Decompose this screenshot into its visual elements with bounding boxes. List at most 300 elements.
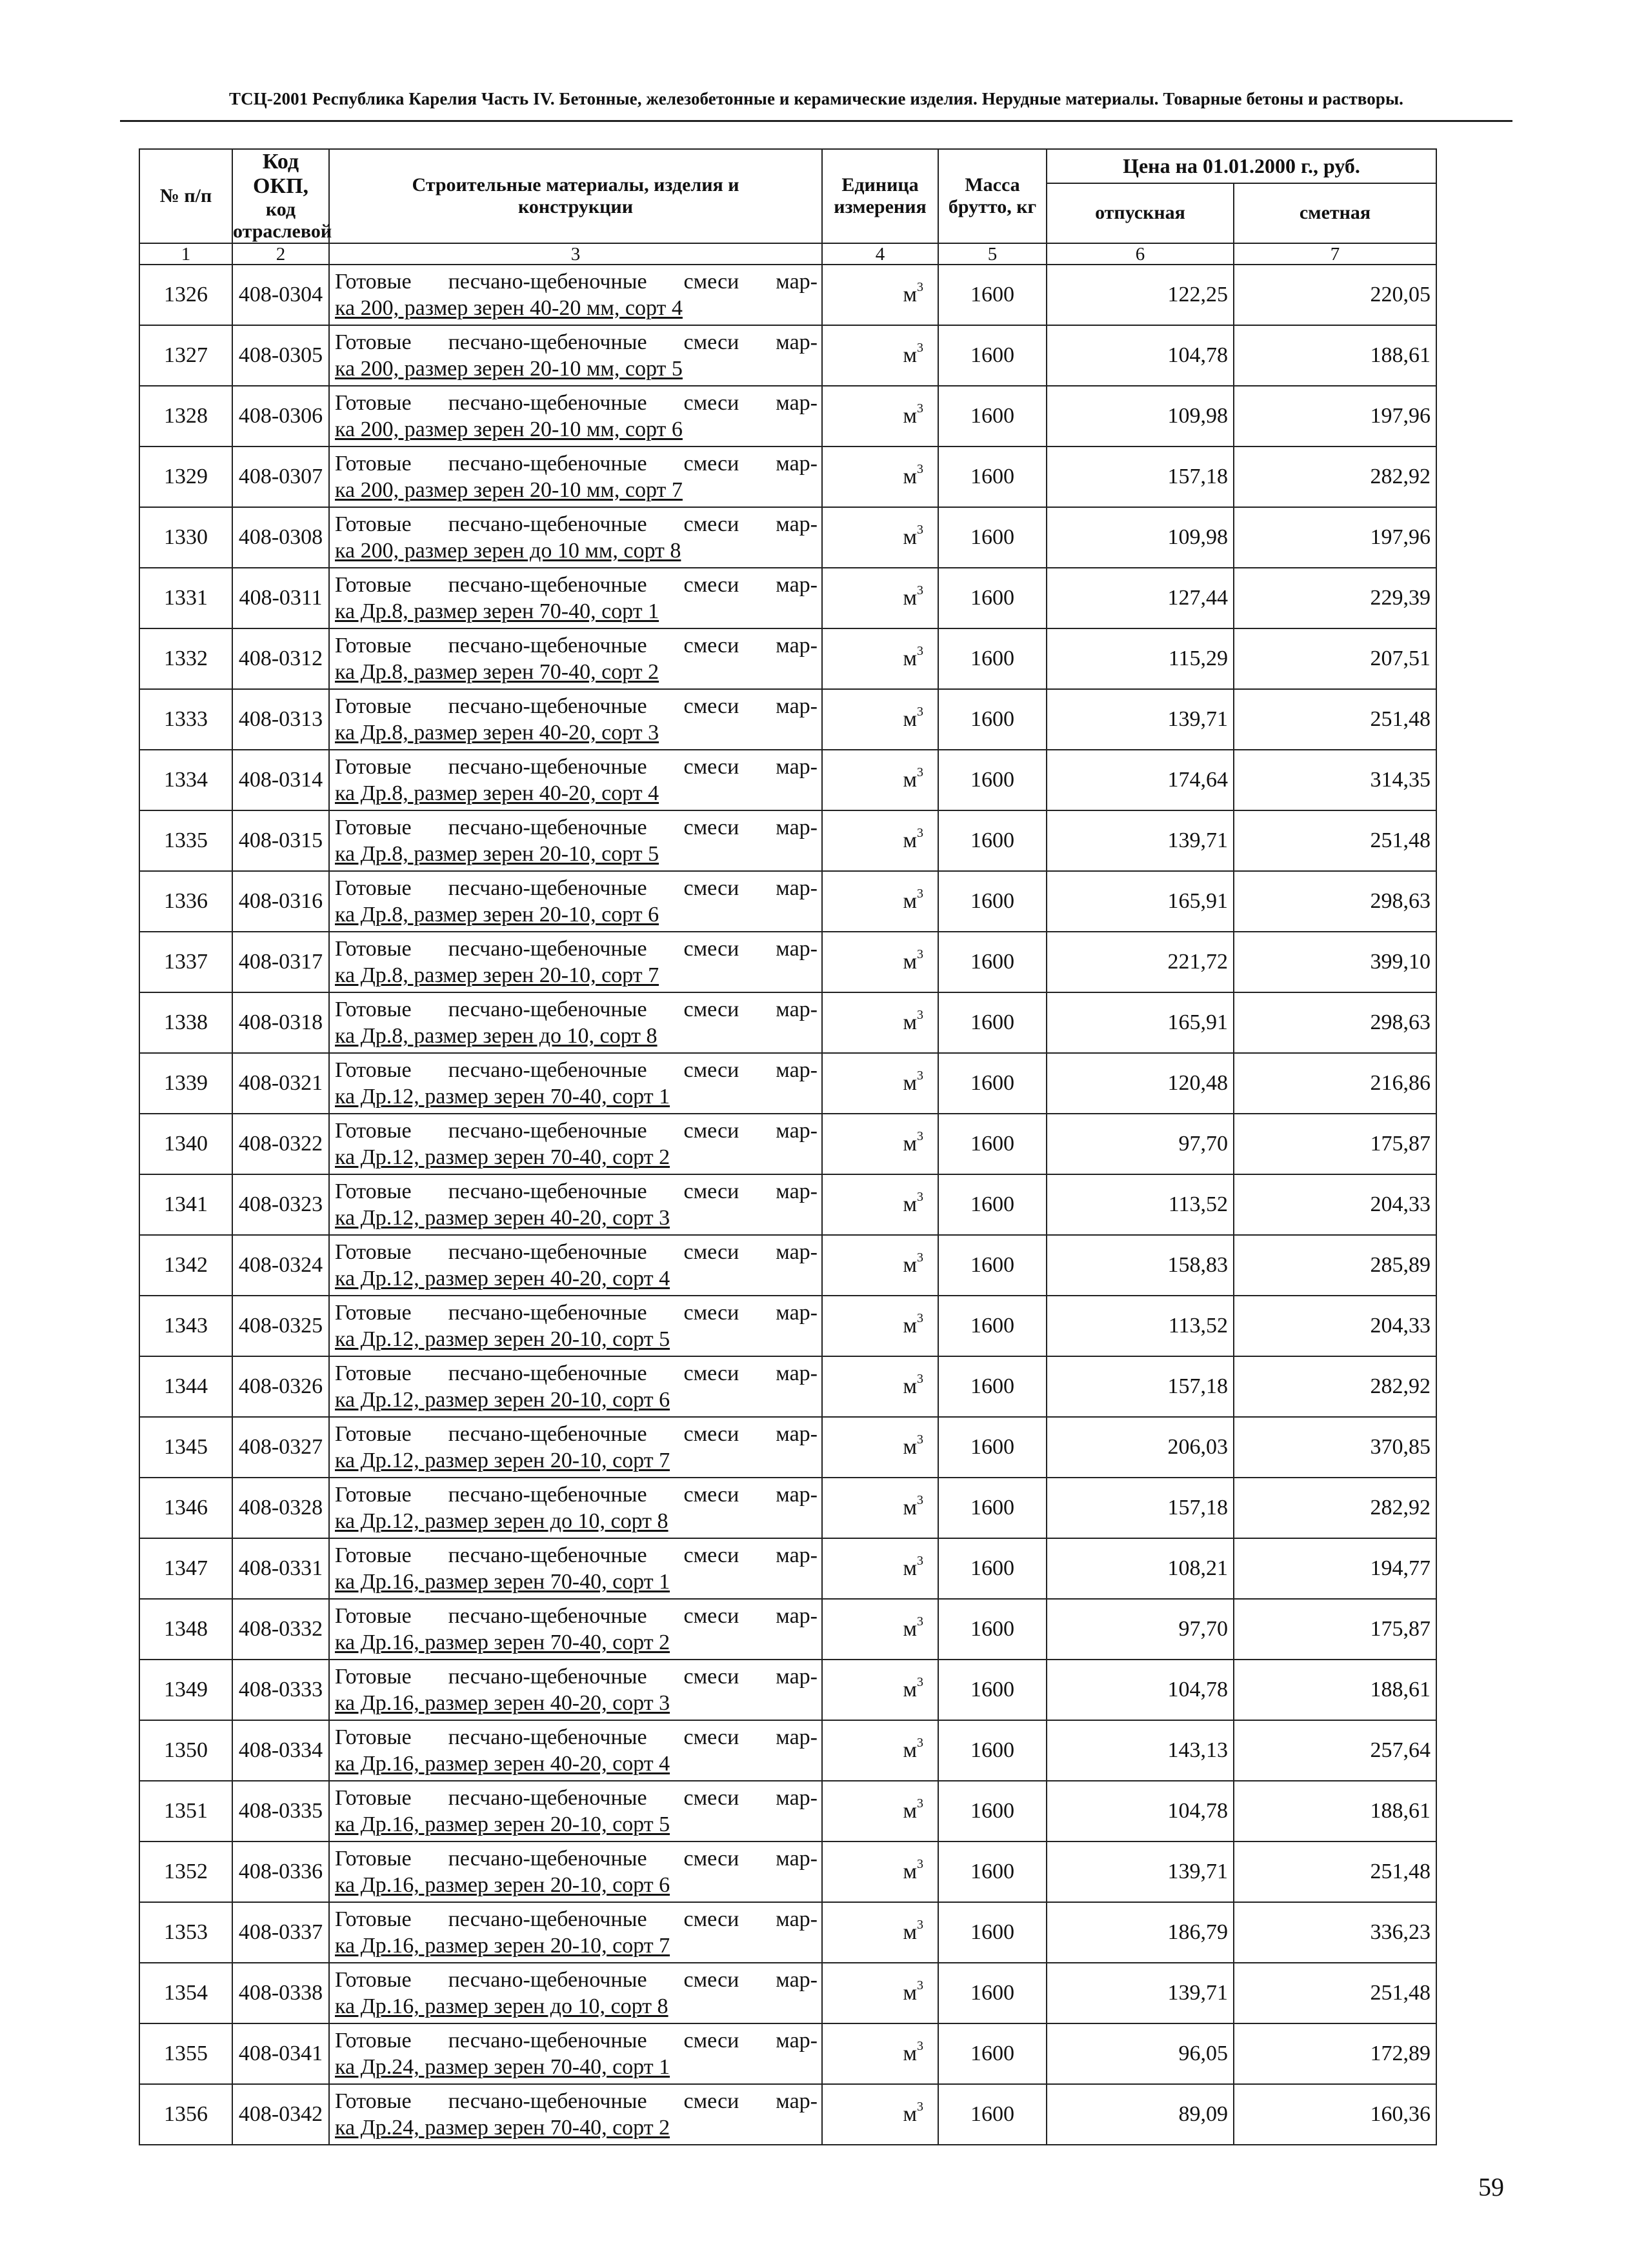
- row-mass: 1600: [938, 507, 1047, 568]
- row-unit: [822, 810, 938, 871]
- table-row: [139, 1720, 1436, 1781]
- row-price-estimate: 298,63: [1234, 871, 1436, 932]
- unit-symbol: м: [903, 586, 917, 610]
- table-row: [139, 689, 1436, 750]
- description-line: Готовые песчано-щебеночные смеси мар-: [335, 634, 818, 657]
- unit-symbol: м: [903, 1435, 917, 1459]
- row-price-release: 139,71: [1047, 689, 1234, 750]
- table-row: [139, 2023, 1436, 2084]
- column-number: 6: [1047, 243, 1234, 265]
- table-row: [139, 386, 1436, 447]
- row-price-release: 157,18: [1047, 1478, 1234, 1538]
- row-unit: [822, 507, 938, 568]
- description-line: ка Др.8, размер зерен 20-10, сорт 5: [335, 842, 659, 866]
- description-line: ка 200, размер зерен 20-10 мм, сорт 5: [335, 357, 683, 381]
- table-row: [139, 871, 1436, 932]
- unit-exponent: 3: [917, 1675, 923, 1689]
- description-line: Готовые песчано-щебеночные смеси мар-: [335, 1604, 818, 1628]
- description-line: ка Др.16, размер зерен 40-20, сорт 4: [335, 1752, 670, 1776]
- unit-symbol: м: [903, 1678, 917, 1701]
- row-price-release: 139,71: [1047, 1963, 1234, 2023]
- description-line: ка Др.24, размер зерен 70-40, сорт 2: [335, 2116, 670, 2140]
- row-price-release: 104,78: [1047, 1781, 1234, 1841]
- row-number: 1336: [139, 871, 232, 932]
- row-mass: 1600: [938, 689, 1047, 750]
- row-price-estimate: 220,05: [1234, 265, 1436, 325]
- description-line: Готовые песчано-щебеночные смеси мар-: [335, 2029, 818, 2052]
- description-line: Готовые песчано-щебеночные смеси мар-: [335, 998, 818, 1021]
- row-number: 1351: [139, 1781, 232, 1841]
- table-row: [139, 1538, 1436, 1599]
- unit-exponent: 3: [917, 462, 923, 476]
- row-mass: 1600: [938, 1841, 1047, 1902]
- unit-symbol: м: [903, 2042, 917, 2065]
- row-description: [329, 507, 822, 568]
- row-okp-code: 408-0342: [232, 2084, 329, 2145]
- row-unit: [822, 1235, 938, 1296]
- row-description: [329, 1781, 822, 1841]
- row-number: 1350: [139, 1720, 232, 1781]
- row-number: 1343: [139, 1296, 232, 1356]
- row-unit: [822, 1660, 938, 1720]
- unit-symbol: м: [903, 2102, 917, 2126]
- row-mass: 1600: [938, 447, 1047, 507]
- header-price: Цена на 01.01.2000 г., руб.: [1047, 149, 1436, 183]
- row-description: [329, 992, 822, 1053]
- unit-exponent: 3: [917, 1796, 923, 1811]
- row-mass: 1600: [938, 2023, 1047, 2084]
- row-number: 1342: [139, 1235, 232, 1296]
- unit-exponent: 3: [917, 1614, 923, 1629]
- description-line: Готовые песчано-щебеночные смеси мар-: [335, 1543, 818, 1567]
- row-number: 1327: [139, 325, 232, 386]
- row-price-release: 109,98: [1047, 507, 1234, 568]
- row-mass: 1600: [938, 1053, 1047, 1114]
- row-price-estimate: 282,92: [1234, 1356, 1436, 1417]
- row-okp-code: 408-0337: [232, 1902, 329, 1963]
- column-number: 1: [139, 243, 232, 265]
- row-description: [329, 1841, 822, 1902]
- table-row: [139, 628, 1436, 689]
- row-number: 1337: [139, 932, 232, 992]
- unit-symbol: м: [903, 1374, 917, 1398]
- row-unit: [822, 1417, 938, 1478]
- column-number: 2: [232, 243, 329, 265]
- table-row: [139, 1902, 1436, 1963]
- row-price-estimate: 257,64: [1234, 1720, 1436, 1781]
- row-number: 1353: [139, 1902, 232, 1963]
- row-mass: 1600: [938, 2084, 1047, 2145]
- description-line: Готовые песчано-щебеночные смеси мар-: [335, 573, 818, 597]
- row-price-release: 165,91: [1047, 871, 1234, 932]
- unit-exponent: 3: [917, 1008, 923, 1022]
- column-number: 7: [1234, 243, 1436, 265]
- description-line: Готовые песчано-щебеночные смеси мар-: [335, 1301, 818, 1325]
- row-price-estimate: 172,89: [1234, 2023, 1436, 2084]
- row-okp-code: 408-0334: [232, 1720, 329, 1781]
- description-line: ка Др.16, размер зерен 20-10, сорт 5: [335, 1812, 670, 1836]
- description-line: ка 200, размер зерен 20-10 мм, сорт 6: [335, 417, 683, 441]
- row-price-release: 165,91: [1047, 992, 1234, 1053]
- price-table: [139, 148, 1437, 2145]
- description-line: Готовые песчано-щебеночные смеси мар-: [335, 1058, 818, 1082]
- row-mass: 1600: [938, 1538, 1047, 1599]
- description-line: ка Др.8, размер зерен 40-20, сорт 4: [335, 781, 659, 805]
- row-mass: 1600: [938, 871, 1047, 932]
- row-mass: 1600: [938, 628, 1047, 689]
- unit-exponent: 3: [917, 765, 923, 779]
- row-okp-code: 408-0335: [232, 1781, 329, 1841]
- description-line: ка Др.12, размер зерен 40-20, сорт 4: [335, 1267, 670, 1290]
- row-price-release: 174,64: [1047, 750, 1234, 810]
- row-unit: [822, 325, 938, 386]
- row-description: [329, 1902, 822, 1963]
- row-number: 1331: [139, 568, 232, 628]
- row-price-release: 97,70: [1047, 1114, 1234, 1174]
- row-unit: [822, 1781, 938, 1841]
- row-okp-code: 408-0328: [232, 1478, 329, 1538]
- unit-symbol: м: [903, 1314, 917, 1338]
- row-okp-code: 408-0322: [232, 1114, 329, 1174]
- row-number: 1335: [139, 810, 232, 871]
- row-okp-code: 408-0325: [232, 1296, 329, 1356]
- row-unit: [822, 750, 938, 810]
- row-mass: 1600: [938, 1417, 1047, 1478]
- header-mass: Масса брутто, кг: [938, 149, 1047, 243]
- table-row: [139, 2084, 1436, 2145]
- description-line: ка Др.16, размер зерен 70-40, сорт 2: [335, 1631, 670, 1654]
- description-line: ка Др.16, размер зерен 40-20, сорт 3: [335, 1691, 670, 1715]
- row-description: [329, 810, 822, 871]
- row-price-estimate: 197,96: [1234, 507, 1436, 568]
- table-row: [139, 1417, 1436, 1478]
- header-num: № п/п: [139, 149, 232, 243]
- row-okp-code: 408-0313: [232, 689, 329, 750]
- row-okp-code: 408-0307: [232, 447, 329, 507]
- row-price-estimate: 216,86: [1234, 1053, 1436, 1114]
- row-mass: 1600: [938, 932, 1047, 992]
- row-mass: 1600: [938, 386, 1047, 447]
- row-unit: [822, 992, 938, 1053]
- row-number: 1349: [139, 1660, 232, 1720]
- row-okp-code: 408-0327: [232, 1417, 329, 1478]
- table-row: [139, 1235, 1436, 1296]
- row-description: [329, 447, 822, 507]
- row-okp-code: 408-0308: [232, 507, 329, 568]
- row-mass: 1600: [938, 265, 1047, 325]
- row-price-estimate: 370,85: [1234, 1417, 1436, 1478]
- header-okp: [232, 149, 332, 243]
- row-price-release: 97,70: [1047, 1599, 1234, 1660]
- row-price-release: 143,13: [1047, 1720, 1234, 1781]
- row-price-release: 113,52: [1047, 1174, 1234, 1235]
- row-mass: 1600: [938, 750, 1047, 810]
- row-unit: [822, 1599, 938, 1660]
- row-price-release: 139,71: [1047, 810, 1234, 871]
- row-price-estimate: 298,63: [1234, 992, 1436, 1053]
- row-price-estimate: 251,48: [1234, 689, 1436, 750]
- unit-symbol: м: [903, 1981, 917, 2005]
- row-description: [329, 689, 822, 750]
- unit-symbol: м: [903, 525, 917, 549]
- column-number: 5: [938, 243, 1047, 265]
- row-number: 1348: [139, 1599, 232, 1660]
- row-description: [329, 750, 822, 810]
- table-row: [139, 1356, 1436, 1417]
- unit-symbol: м: [903, 828, 917, 852]
- unit-exponent: 3: [917, 947, 923, 961]
- description-line: Готовые песчано-щебеночные смеси мар-: [335, 816, 818, 839]
- row-description: [329, 325, 822, 386]
- row-description: [329, 386, 822, 447]
- unit-symbol: м: [903, 1799, 917, 1823]
- description-line: ка 200, размер зерен 40-20 мм, сорт 4: [335, 296, 683, 320]
- row-price-estimate: 314,35: [1234, 750, 1436, 810]
- description-line: ка Др.12, размер зерен 20-10, сорт 7: [335, 1449, 670, 1472]
- description-line: ка 200, размер зерен до 10 мм, сорт 8: [335, 539, 681, 563]
- row-mass: 1600: [938, 325, 1047, 386]
- row-description: [329, 1720, 822, 1781]
- table-row: [139, 265, 1436, 325]
- row-price-estimate: 204,33: [1234, 1174, 1436, 1235]
- row-price-estimate: 175,87: [1234, 1599, 1436, 1660]
- unit-symbol: м: [903, 343, 917, 367]
- row-okp-code: 408-0341: [232, 2023, 329, 2084]
- row-okp-code: 408-0321: [232, 1053, 329, 1114]
- row-description: [329, 1963, 822, 2023]
- row-price-release: 122,25: [1047, 265, 1234, 325]
- unit-exponent: 3: [917, 1372, 923, 1386]
- row-unit: [822, 1174, 938, 1235]
- unit-symbol: м: [903, 465, 917, 488]
- row-description: [329, 1417, 822, 1478]
- row-unit: [822, 568, 938, 628]
- row-unit: [822, 932, 938, 992]
- description-line: Готовые песчано-щебеночные смеси мар-: [335, 755, 818, 779]
- row-price-estimate: 207,51: [1234, 628, 1436, 689]
- row-number: 1334: [139, 750, 232, 810]
- row-number: 1356: [139, 2084, 232, 2145]
- unit-symbol: м: [903, 1556, 917, 1580]
- unit-exponent: 3: [917, 705, 923, 719]
- row-price-estimate: 197,96: [1234, 386, 1436, 447]
- row-mass: 1600: [938, 568, 1047, 628]
- unit-exponent: 3: [917, 1311, 923, 1325]
- description-line: Готовые песчано-щебеночные смеси мар-: [335, 1907, 818, 1931]
- row-mass: 1600: [938, 810, 1047, 871]
- row-unit: [822, 2023, 938, 2084]
- description-line: ка Др.8, размер зерен 70-40, сорт 2: [335, 660, 659, 684]
- row-okp-code: 408-0332: [232, 1599, 329, 1660]
- row-price-estimate: 336,23: [1234, 1902, 1436, 1963]
- row-description: [329, 1174, 822, 1235]
- description-line: Готовые песчано-щебеночные смеси мар-: [335, 1483, 818, 1507]
- description-line: Готовые песчано-щебеночные смеси мар-: [335, 270, 818, 294]
- row-price-release: 89,09: [1047, 2084, 1234, 2145]
- row-description: [329, 1478, 822, 1538]
- description-line: ка Др.16, размер зерен 20-10, сорт 6: [335, 1873, 670, 1897]
- row-description: [329, 1599, 822, 1660]
- description-line: Готовые песчано-щебеночные смеси мар-: [335, 1786, 818, 1810]
- unit-exponent: 3: [917, 2100, 923, 2114]
- description-line: Готовые песчано-щебеночные смеси мар-: [335, 1665, 818, 1689]
- description-line: Готовые песчано-щебеночные смеси мар-: [335, 512, 818, 536]
- description-line: Готовые песчано-щебеночные смеси мар-: [335, 1968, 818, 1992]
- table-row: [139, 1174, 1436, 1235]
- table-row: [139, 325, 1436, 386]
- header-price-release: отпускная: [1047, 183, 1234, 243]
- description-line: ка Др.12, размер зерен 40-20, сорт 3: [335, 1206, 670, 1230]
- row-number: 1344: [139, 1356, 232, 1417]
- page-number: 59: [1478, 2173, 1504, 2202]
- table-row: [139, 1114, 1436, 1174]
- row-price-estimate: 229,39: [1234, 568, 1436, 628]
- description-line: ка 200, размер зерен 20-10 мм, сорт 7: [335, 478, 683, 502]
- description-line: ка Др.8, размер зерен 70-40, сорт 1: [335, 599, 659, 623]
- unit-exponent: 3: [917, 1918, 923, 1932]
- unit-exponent: 3: [917, 1857, 923, 1871]
- unit-symbol: м: [903, 1860, 917, 1883]
- unit-exponent: 3: [917, 826, 923, 840]
- header-rule: [120, 120, 1512, 122]
- unit-symbol: м: [903, 1132, 917, 1156]
- row-price-release: 120,48: [1047, 1053, 1234, 1114]
- row-number: 1346: [139, 1478, 232, 1538]
- row-okp-code: 408-0317: [232, 932, 329, 992]
- row-description: [329, 1053, 822, 1114]
- row-okp-code: 408-0318: [232, 992, 329, 1053]
- unit-symbol: м: [903, 404, 917, 428]
- header-materials: Строительные материалы, изделия и конструкции: [329, 149, 822, 243]
- description-line: ка Др.8, размер зерен до 10, сорт 8: [335, 1024, 658, 1048]
- unit-exponent: 3: [917, 1129, 923, 1143]
- unit-symbol: м: [903, 1920, 917, 1944]
- row-unit: [822, 1114, 938, 1174]
- table-row: [139, 1599, 1436, 1660]
- row-price-estimate: 175,87: [1234, 1114, 1436, 1174]
- row-number: 1347: [139, 1538, 232, 1599]
- row-unit: [822, 447, 938, 507]
- column-numbers-row: [139, 243, 1436, 265]
- description-line: ка Др.16, размер зерен до 10, сорт 8: [335, 1994, 668, 2018]
- unit-symbol: м: [903, 950, 917, 974]
- row-mass: 1600: [938, 1599, 1047, 1660]
- description-line: Готовые песчано-щебеночные смеси мар-: [335, 391, 818, 415]
- row-number: 1339: [139, 1053, 232, 1114]
- row-unit: [822, 1478, 938, 1538]
- row-unit: [822, 1296, 938, 1356]
- row-number: 1333: [139, 689, 232, 750]
- row-number: 1352: [139, 1841, 232, 1902]
- unit-exponent: 3: [917, 583, 923, 597]
- row-number: 1341: [139, 1174, 232, 1235]
- table-row: [139, 1781, 1436, 1841]
- row-price-release: 104,78: [1047, 1660, 1234, 1720]
- row-mass: 1600: [938, 1174, 1047, 1235]
- row-unit: [822, 628, 938, 689]
- row-mass: 1600: [938, 992, 1047, 1053]
- row-price-estimate: 282,92: [1234, 447, 1436, 507]
- row-price-estimate: 188,61: [1234, 325, 1436, 386]
- row-okp-code: 408-0314: [232, 750, 329, 810]
- unit-exponent: 3: [917, 1190, 923, 1204]
- description-line: Готовые песчано-щебеночные смеси мар-: [335, 1725, 818, 1749]
- unit-symbol: м: [903, 707, 917, 731]
- description-line: Готовые песчано-щебеночные смеси мар-: [335, 452, 818, 476]
- row-description: [329, 1660, 822, 1720]
- row-okp-code: 408-0312: [232, 628, 329, 689]
- row-mass: 1600: [938, 1720, 1047, 1781]
- table-row: [139, 447, 1436, 507]
- unit-symbol: м: [903, 1071, 917, 1095]
- description-line: ка Др.16, размер зерен 20-10, сорт 7: [335, 1934, 670, 1958]
- row-unit: [822, 871, 938, 932]
- row-number: 1354: [139, 1963, 232, 2023]
- table-row: [139, 992, 1436, 1053]
- row-number: 1328: [139, 386, 232, 447]
- row-mass: 1600: [938, 1235, 1047, 1296]
- row-unit: [822, 689, 938, 750]
- row-price-estimate: 251,48: [1234, 1963, 1436, 2023]
- header-okp-sub: код отраслевой: [233, 199, 332, 242]
- unit-symbol: м: [903, 768, 917, 792]
- header-unit: Единица измерения: [822, 149, 938, 243]
- description-line: Готовые песчано-щебеночные смеси мар-: [335, 1422, 818, 1446]
- row-mass: 1600: [938, 1963, 1047, 2023]
- row-description: [329, 568, 822, 628]
- row-price-release: 186,79: [1047, 1902, 1234, 1963]
- table-row: [139, 568, 1436, 628]
- row-price-estimate: 399,10: [1234, 932, 1436, 992]
- table-row: [139, 932, 1436, 992]
- description-line: ка Др.8, размер зерен 40-20, сорт 3: [335, 721, 659, 745]
- row-number: 1338: [139, 992, 232, 1053]
- description-line: ка Др.8, размер зерен 20-10, сорт 6: [335, 903, 659, 927]
- unit-exponent: 3: [917, 341, 923, 355]
- row-price-release: 104,78: [1047, 325, 1234, 386]
- row-description: [329, 628, 822, 689]
- row-okp-code: 408-0311: [232, 568, 329, 628]
- row-unit: [822, 386, 938, 447]
- description-line: ка Др.24, размер зерен 70-40, сорт 1: [335, 2055, 670, 2079]
- description-line: Готовые песчано-щебеночные смеси мар-: [335, 1847, 818, 1871]
- row-price-release: 139,71: [1047, 1841, 1234, 1902]
- row-number: 1332: [139, 628, 232, 689]
- table-head: [139, 149, 1436, 265]
- table-row: [139, 1963, 1436, 2023]
- row-price-estimate: 282,92: [1234, 1478, 1436, 1538]
- unit-symbol: м: [903, 1010, 917, 1034]
- row-description: [329, 1114, 822, 1174]
- unit-symbol: м: [903, 1738, 917, 1762]
- row-okp-code: 408-0331: [232, 1538, 329, 1599]
- description-line: Готовые песчано-щебеночные смеси мар-: [335, 2089, 818, 2113]
- description-line: Готовые песчано-щебеночные смеси мар-: [335, 1240, 818, 1264]
- unit-symbol: м: [903, 1192, 917, 1216]
- unit-exponent: 3: [917, 1250, 923, 1265]
- description-line: Готовые песчано-щебеночные смеси мар-: [335, 937, 818, 961]
- table-row: [139, 1660, 1436, 1720]
- description-line: ка Др.12, размер зерен 70-40, сорт 2: [335, 1145, 670, 1169]
- unit-symbol: м: [903, 647, 917, 670]
- row-price-estimate: 160,36: [1234, 2084, 1436, 2145]
- description-line: ка Др.8, размер зерен 20-10, сорт 7: [335, 963, 659, 987]
- row-okp-code: 408-0305: [232, 325, 329, 386]
- row-description: [329, 1235, 822, 1296]
- unit-exponent: 3: [917, 1493, 923, 1507]
- row-unit: [822, 1538, 938, 1599]
- row-price-release: 157,18: [1047, 447, 1234, 507]
